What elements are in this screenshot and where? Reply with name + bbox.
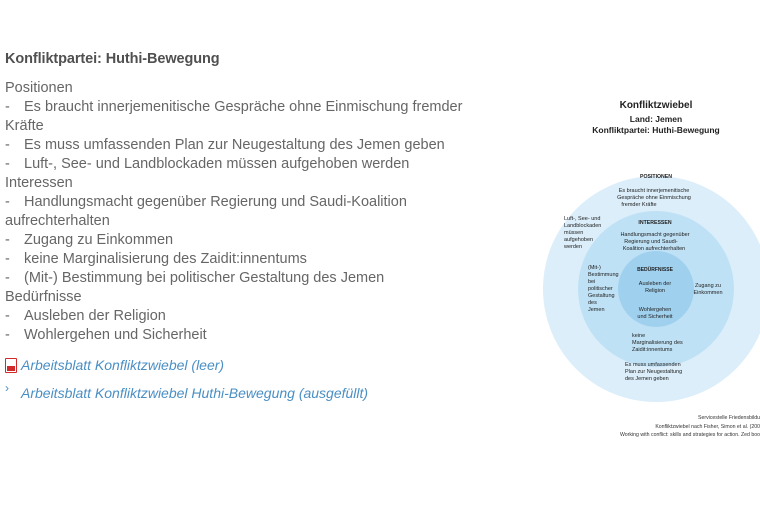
- text-line: Bestimmung: [588, 272, 619, 278]
- interessen-title: Interessen: [5, 175, 73, 191]
- dash: -: [5, 99, 10, 115]
- dash: -: [5, 308, 10, 324]
- list-item-text: Wohlergehen und Sicherheit: [24, 327, 207, 343]
- ring-label-positionen: POSITIONEN: [640, 174, 672, 180]
- text-line: Luft-, See- und: [564, 216, 601, 222]
- list-item: [5, 269, 475, 288]
- conflict-onion-figure: [536, 98, 760, 448]
- conflict-content: [5, 79, 475, 345]
- list-item: [5, 98, 475, 136]
- list-item-text: Ausleben der Religion: [24, 308, 166, 324]
- text-line: Koalition aufrechterhalten: [622, 246, 686, 252]
- text-line: Zaidit:innentums: [632, 347, 673, 353]
- bed-text-2: [637, 307, 673, 320]
- link-label[interactable]: Arbeitsblatt Konfliktzwiebel Huthi-Bewegung (ausgefüllt): [21, 385, 369, 401]
- dash: -: [5, 137, 10, 153]
- dash: -: [5, 156, 10, 172]
- download-link-empty[interactable]: [5, 354, 368, 376]
- credit-line: Konfliktzwiebel nach Fisher, Simon et al. (200: [655, 423, 760, 430]
- text-line: müssen: [564, 230, 584, 236]
- int-right-text: [693, 283, 722, 296]
- dash: -: [5, 270, 10, 286]
- text-line: und Sicherheit: [637, 314, 673, 320]
- text-line: Es muss umfassenden: [625, 362, 681, 368]
- text-line: Marginalisierung des: [632, 340, 683, 346]
- text-line: keine: [632, 333, 646, 339]
- text-line: Regierung und Saudi-: [624, 239, 678, 245]
- figure-credits: [620, 414, 760, 440]
- text-line: fremder Kräfte: [621, 202, 657, 208]
- list-item-text: Luft-, See- und Landblockaden müssen aufgehoben werden: [24, 156, 410, 172]
- text-line: Landblockaden: [564, 223, 602, 229]
- list-item: [5, 250, 475, 269]
- list-item: [5, 193, 475, 231]
- dash: -: [5, 194, 10, 210]
- list-item: [5, 136, 475, 155]
- text-line: Ausleben der: [638, 281, 672, 287]
- list-item: [5, 231, 475, 250]
- text-line: werden: [564, 244, 583, 250]
- text-line: Religion: [645, 288, 665, 294]
- list-item: [5, 326, 475, 345]
- text-line: des Jemen geben: [625, 376, 669, 382]
- list-item: [5, 307, 475, 326]
- ring-label-interessen: INTERESSEN: [638, 220, 672, 226]
- list-item-text: Zugang zu Einkommen: [24, 232, 174, 248]
- text-line: aufgehoben: [564, 237, 594, 243]
- page-heading: Konfliktpartei: Huthi-Bewegung: [5, 51, 220, 67]
- text-line: Gestaltung: [588, 293, 615, 299]
- download-links: [5, 354, 368, 410]
- beduerfnisse-title: Bedürfnisse: [5, 289, 82, 305]
- list-item: [5, 155, 475, 174]
- text-line: politischer: [588, 286, 613, 292]
- link-label[interactable]: Arbeitsblatt Konfliktzwiebel (leer): [21, 357, 225, 373]
- figure-subtitle-partei: Konfliktpartei: Huthi-Bewegung: [592, 125, 720, 135]
- text-line: Jemen: [588, 307, 605, 313]
- download-link-filled[interactable]: [5, 382, 368, 404]
- text-line: Es braucht innerjemenitische: [618, 188, 690, 194]
- list-item-text: Es braucht innerjemenitische Gespräche ohne Einmischung fremder Kräfte: [5, 99, 463, 134]
- list-item-text: (Mit-) Bestimmung bei politischer Gestaltung des Jemen: [24, 270, 385, 286]
- list-item-text: keine Marginalisierung des Zaidit:innentums: [24, 251, 307, 267]
- credit-line: Servicestelle Friedensbildu: [698, 415, 760, 421]
- text-line: Einkommen: [693, 290, 723, 296]
- text-line: Plan zur Neugestaltung: [625, 369, 683, 375]
- text-line: des: [588, 300, 597, 306]
- positionen-title: Positionen: [5, 80, 73, 96]
- dash: -: [5, 251, 10, 267]
- text-line: Handlungsmacht gegenüber: [620, 232, 690, 238]
- text-line: Gespräche ohne Einmischung: [617, 195, 691, 201]
- text-line: Wohlergehen: [638, 307, 672, 313]
- credit-line: Working with conflict: skills and strategies for action. Zed boo: [619, 432, 760, 438]
- chevron-right-icon: ›: [5, 381, 9, 395]
- figure-title: Konfliktzwiebel: [619, 100, 693, 111]
- text-line: bei: [588, 279, 596, 285]
- list-item-text: Es muss umfassenden Plan zur Neugestaltung des Jemen geben: [24, 137, 445, 153]
- pdf-icon: [5, 358, 17, 373]
- dash: -: [5, 232, 10, 248]
- list-item-text: Handlungsmacht gegenüber Regierung und Saudi-Koalition aufrechterhalten: [5, 194, 407, 229]
- text-line: (Mit-): [588, 265, 601, 271]
- text-line: Zugang zu: [695, 283, 721, 289]
- figure-subtitle-land: Land: Jemen: [629, 114, 683, 124]
- ring-label-beduerfnisse: BEDÜRFNISSE: [637, 267, 673, 273]
- onion-diagram: [536, 98, 760, 448]
- dash: -: [5, 327, 10, 343]
